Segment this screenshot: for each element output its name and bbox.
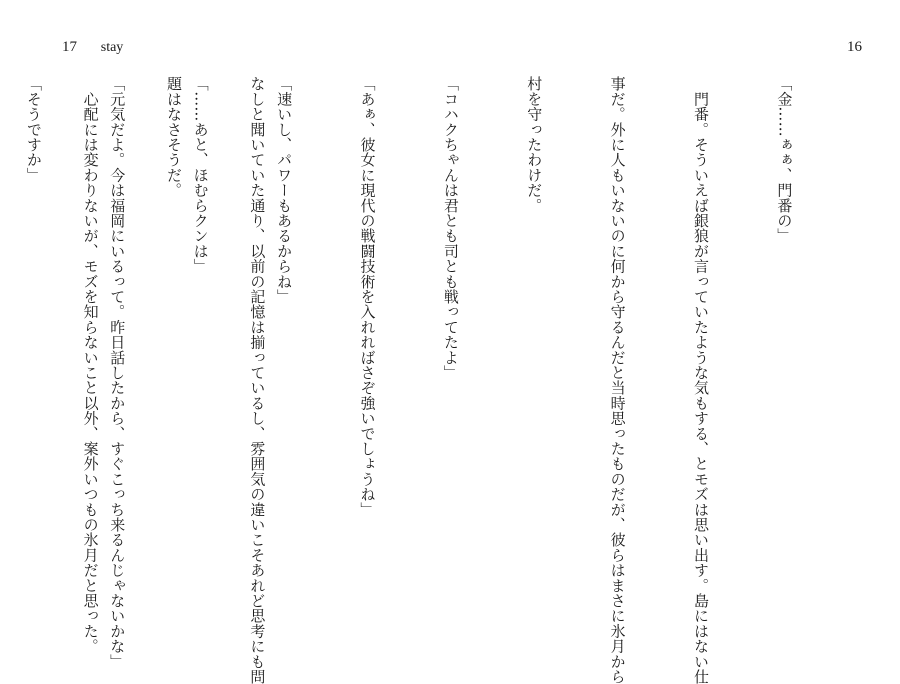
text-line: 「速いし、パワーもあるからね」 [275, 76, 294, 304]
text-line: 「コハクちゃんは君とも司とも戦ってたよ」 [441, 76, 460, 380]
text-line: 心配には変わりないが、モズを知らないこと以外、案外いつもの氷月だと思った。 [81, 76, 100, 654]
text-line: 「そうですか」 [24, 76, 43, 183]
text-line: 題はなさそうだ。 [165, 76, 184, 198]
page-number-right: 16 [847, 39, 862, 55]
text-line: 門番。そういえば銀狼が言っていたような気もする、とモズは思い出す。島にはない仕 [692, 76, 711, 684]
text-line: 「あぁ、彼女に現代の戦闘技術を入れればさぞ強いでしょうね」 [358, 76, 377, 517]
running-title: stay [100, 40, 124, 55]
text-line: 「……あと、ほむらクンは」 [191, 76, 210, 274]
left-page-body [48, 76, 326, 684]
text-line: 「金……ぁぁ、門番の」 [775, 76, 794, 244]
right-page-header [847, 38, 862, 56]
text-line: 「元気だよ。今は福岡にいるって。昨日話したから、すぐこっち来るんじゃないかな」 [108, 76, 127, 669]
text-line: なしと聞いていた通り、以前の記憶は揃っているし、雰囲気の違いこそあれど思考にも問 [248, 76, 267, 684]
page-number-left: 17 [62, 39, 77, 55]
left-page-header [62, 38, 123, 57]
text-line: 村を守ったわけだ。 [525, 76, 544, 213]
text-line: 事だ。外に人もいないのに何から守るんだと当時思ったものだが、彼らはまさに氷月から [608, 76, 627, 684]
